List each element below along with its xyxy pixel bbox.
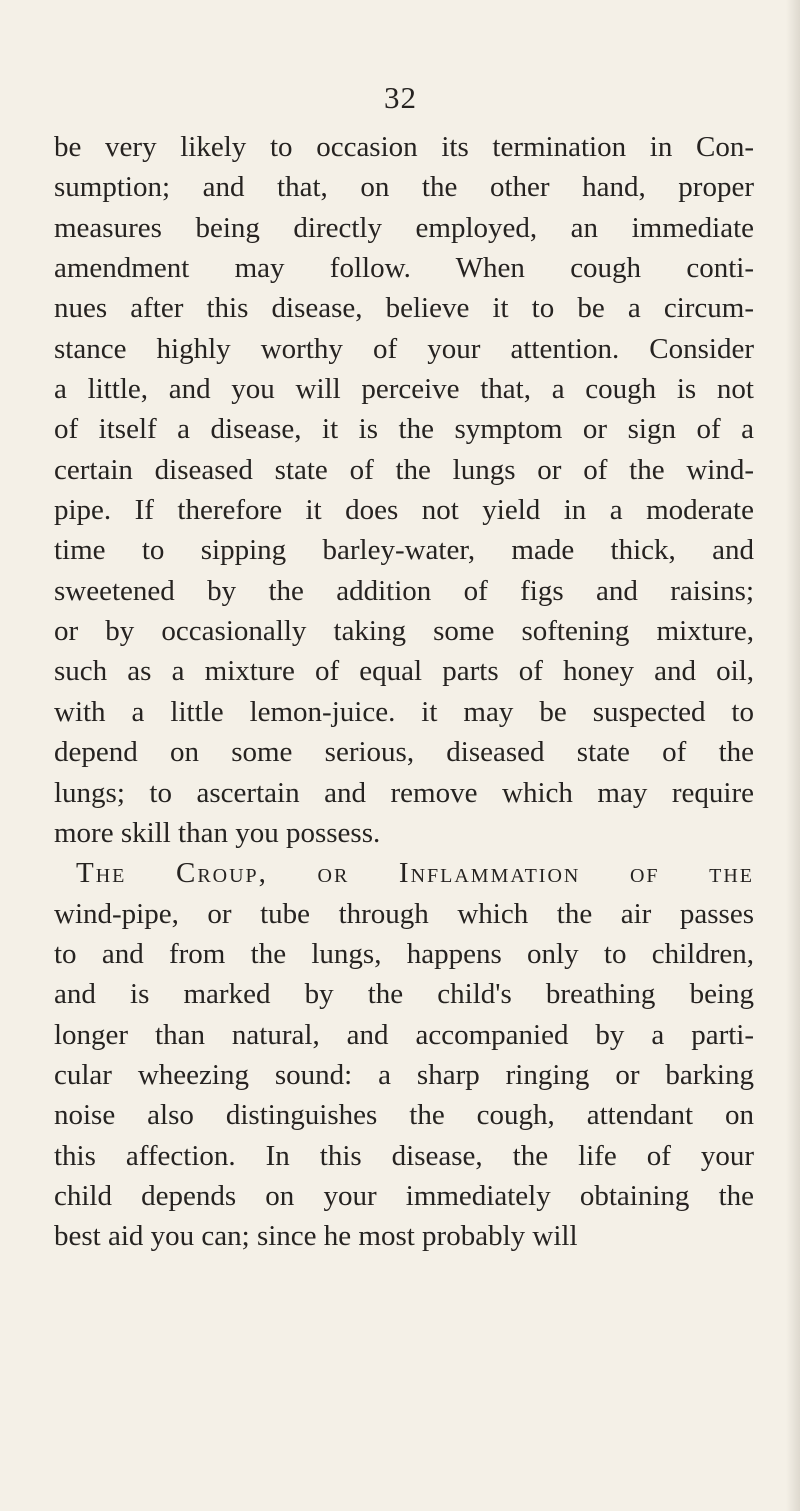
text-line: longer than natural, and accompanied by a parti-: [54, 1018, 754, 1051]
text-line: or by occasionally taking some softening mixture,: [54, 615, 754, 648]
text-line: nues after this disease, believe it to be a circum-: [54, 292, 754, 325]
body-text: [54, 127, 754, 1257]
text-line: such as a mixture of equal parts of honey and oil,: [54, 655, 754, 688]
text-line: stance highly worthy of your attention. Consider: [54, 332, 754, 365]
text-line: certain diseased state of the lungs or of the wind-: [54, 453, 754, 486]
section-heading-line: The Croup, or Inflammation of the: [76, 857, 754, 890]
text-line: measures being directly employed, an immediate: [54, 211, 754, 244]
page-number: 32: [384, 80, 417, 115]
text-line: this affection. In this disease, the life of your: [54, 1139, 754, 1172]
text-line: with a little lemon-juice. it may be suspected to: [54, 695, 754, 728]
text-line: amendment may follow. When cough conti-: [54, 252, 754, 285]
text-line: be very likely to occasion its termination in Con-: [54, 131, 754, 163]
text-line: and is marked by the child's breathing being: [54, 978, 754, 1011]
text-line: time to sipping barley-water, made thick, and: [54, 534, 754, 567]
text-line: sweetened by the addition of figs and raisins;: [54, 574, 754, 607]
text-line: cular wheezing sound: a sharp ringing or barking: [54, 1058, 754, 1091]
text-line: depend on some serious, diseased state of the: [54, 736, 754, 769]
text-line: lungs; to ascertain and remove which may require: [54, 776, 754, 809]
text-line: best aid you can; since he most probably will: [54, 1220, 578, 1253]
text-line: of itself a disease, it is the symptom or sign of a: [54, 413, 754, 446]
text-line: sumption; and that, on the other hand, proper: [54, 171, 754, 204]
text-line: to and from the lungs, happens only to children,: [54, 937, 754, 970]
page-edge-shadow: [786, 0, 800, 1511]
text-line: a little, and you will perceive that, a cough is not: [54, 373, 754, 406]
text-line: more skill than you possess.: [54, 816, 381, 849]
text-line: child depends on your immediately obtaining the: [54, 1179, 754, 1212]
text-line: wind-pipe, or tube through which the air passes: [54, 897, 754, 930]
text-line: pipe. If therefore it does not yield in a moderate: [54, 494, 754, 527]
text-line: noise also distinguishes the cough, attendant on: [54, 1099, 754, 1132]
